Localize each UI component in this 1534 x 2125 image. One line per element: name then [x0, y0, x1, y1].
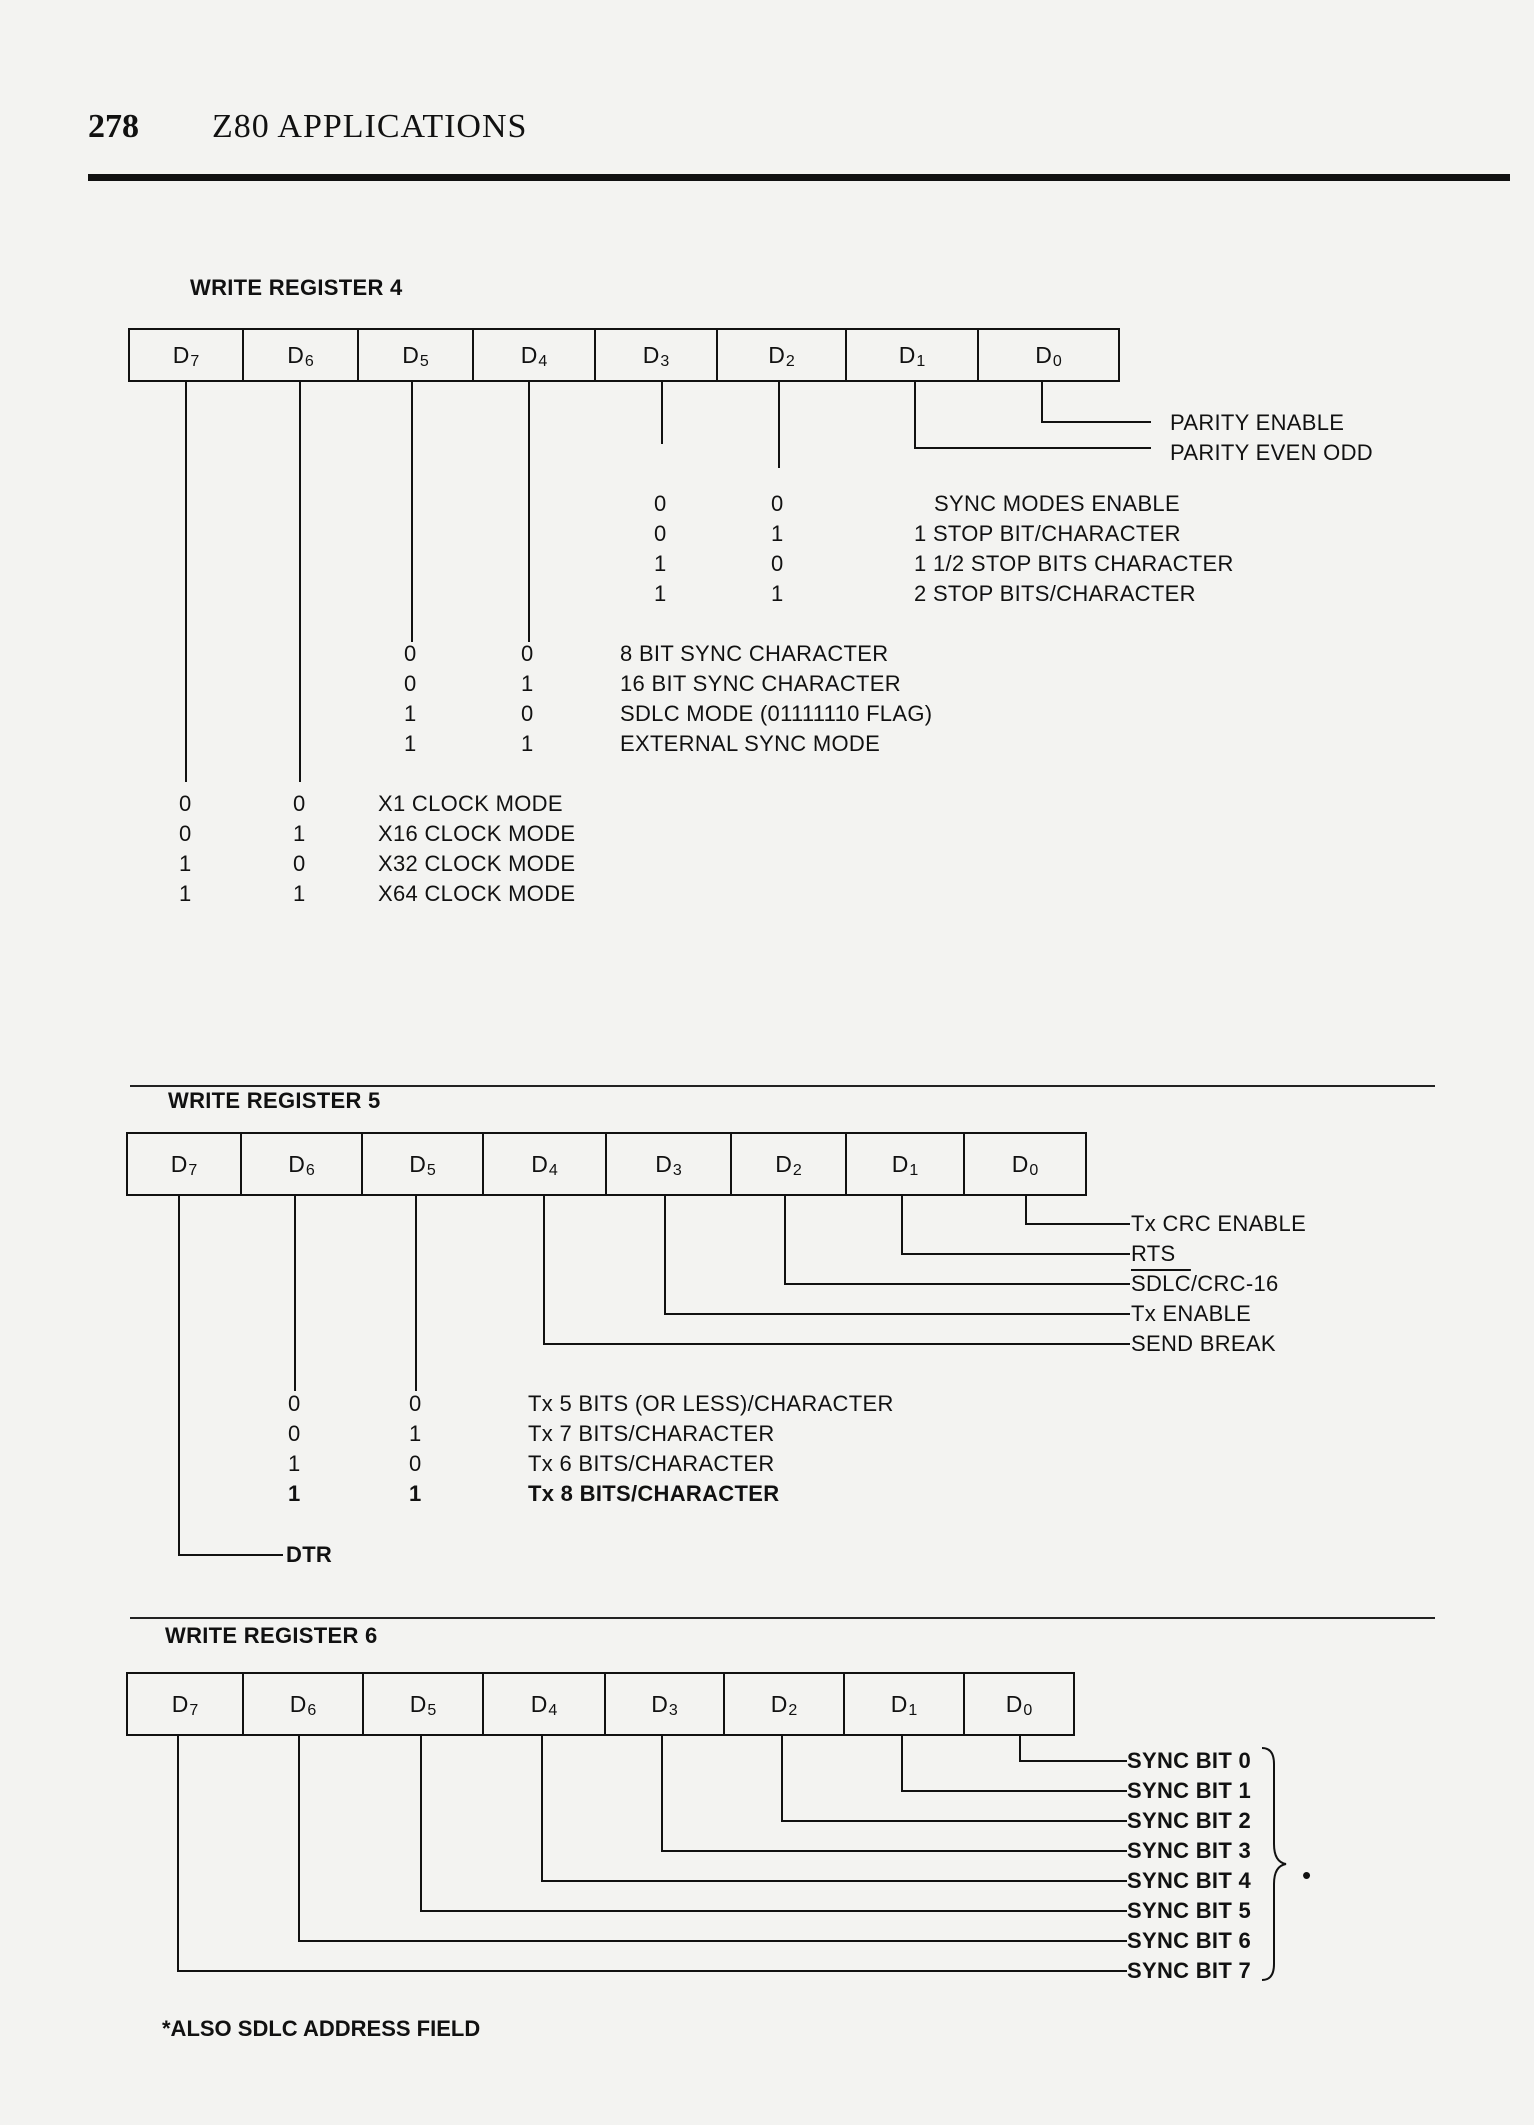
d6-value: 1 — [288, 1451, 301, 1476]
wr6-bit-d6 — [242, 1672, 364, 1736]
wr6-d3-line-h — [661, 1850, 1127, 1852]
wr6-bit-d0 — [963, 1672, 1075, 1736]
bit-letter: D — [531, 1150, 548, 1177]
wr6-d0-line-v — [1019, 1736, 1021, 1761]
d6-value: 0 — [293, 791, 306, 816]
wr6-rule — [130, 1617, 1435, 1619]
wr6-d1-line-h — [901, 1790, 1127, 1792]
wr4-bit-d7 — [128, 328, 244, 382]
d5-value: 0 — [409, 1391, 422, 1416]
bit-letter: D — [170, 1150, 188, 1177]
d6-value: 0 — [293, 851, 306, 876]
bit-index: 6 — [305, 1162, 315, 1179]
footnote: *ALSO SDLC ADDRESS FIELD — [162, 2016, 481, 2041]
bit-index: 3 — [668, 1702, 678, 1719]
wr5-d0-label: Tx CRC ENABLE — [1131, 1211, 1307, 1236]
wr6-sync-bit-7-label: SYNC BIT 7 — [1127, 1958, 1252, 1983]
wr5-d4-line-h — [543, 1343, 1130, 1345]
bit-index: 7 — [189, 1702, 199, 1719]
mode-label: SYNC MODES ENABLE — [934, 491, 1180, 516]
wr6-d1-line-v — [901, 1736, 903, 1791]
wr4-d0-label: PARITY ENABLE — [1170, 410, 1345, 435]
bit-letter: D — [655, 1150, 672, 1177]
d7-value: 0 — [179, 791, 192, 816]
wr5-bit-d3 — [605, 1132, 732, 1196]
bit-index: 7 — [188, 1162, 198, 1179]
d7-value: 1 — [179, 881, 192, 906]
d5-value: 0 — [404, 671, 417, 696]
header-rule — [88, 174, 1510, 181]
wr5-bit-d4 — [482, 1132, 607, 1196]
bit-index: 1 — [916, 353, 926, 370]
mode-label: Tx 5 BITS (OR LESS)/CHARACTER — [528, 1391, 894, 1416]
wr5-d1-line-h — [901, 1253, 1130, 1255]
bit-letter: D — [891, 1150, 909, 1177]
bit-letter: D — [171, 1690, 189, 1717]
wr6-bit-d4 — [482, 1672, 606, 1736]
bit-index: 0 — [1029, 1162, 1039, 1179]
bit-letter: D — [289, 1690, 307, 1717]
bit-index: 5 — [427, 1702, 437, 1719]
d7-value: 1 — [179, 851, 192, 876]
wr4-d1-line-v — [914, 382, 916, 448]
wr5-d2-label-overlined: SDLC — [1131, 1271, 1191, 1296]
bit-index: 6 — [304, 353, 314, 370]
page-title: Z80 APPLICATIONS — [212, 108, 528, 145]
bit-letter: D — [775, 1150, 792, 1177]
wr4-bit-d6 — [242, 328, 359, 382]
wr5-d7-line-h — [178, 1554, 283, 1556]
bit-letter: D — [768, 341, 785, 368]
wr6-sync-bit-0-label: SYNC BIT 0 — [1127, 1748, 1252, 1773]
d6-value: 0 — [288, 1391, 301, 1416]
wr4-d4-line — [528, 382, 530, 642]
d7-value: 0 — [179, 821, 192, 846]
wr5-d0-line-h — [1025, 1223, 1130, 1225]
d6-value: 1 — [293, 881, 306, 906]
mode-label: X64 CLOCK MODE — [378, 881, 576, 906]
d6-value: 1 — [288, 1481, 301, 1506]
wr4-d2-line — [778, 382, 780, 468]
wr6-bit-d3 — [604, 1672, 725, 1736]
d5-value: 1 — [409, 1481, 422, 1506]
d4-value: 1 — [521, 671, 534, 696]
wr5-d2-label — [1131, 1271, 1279, 1297]
wr6-d3-line-v — [661, 1736, 663, 1851]
mode-label: 1 1/2 STOP BITS CHARACTER — [914, 551, 1234, 576]
wr5-d3-label: Tx ENABLE — [1131, 1301, 1252, 1326]
bit-letter: D — [409, 1690, 427, 1717]
wr5-d2-label-rest: /CRC-16 — [1190, 1271, 1279, 1296]
bit-letter: D — [898, 341, 916, 368]
wr6-d2-line-h — [781, 1820, 1127, 1822]
bit-letter: D — [530, 1690, 548, 1717]
right-brace-icon — [1258, 1744, 1308, 1984]
wr6-d2-line-v — [781, 1736, 783, 1821]
bit-letter: D — [1011, 1150, 1029, 1177]
bit-index: 2 — [792, 1162, 802, 1179]
wr5-title: WRITE REGISTER 5 — [168, 1088, 381, 1113]
bit-letter: D — [409, 1150, 426, 1177]
d6-value: 0 — [288, 1421, 301, 1446]
mode-label: Tx 8 BITS/CHARACTER — [528, 1481, 780, 1506]
wr5-rule — [130, 1085, 1435, 1087]
mode-label: X16 CLOCK MODE — [378, 821, 576, 846]
wr6-d6-line-h — [298, 1940, 1127, 1942]
d2-value: 0 — [771, 491, 784, 516]
wr5-d4-label: SEND BREAK — [1131, 1331, 1276, 1356]
page-number: 278 — [88, 108, 139, 145]
brace-bullet: • — [1302, 1860, 1312, 1890]
wr6-sync-bit-4-label: SYNC BIT 4 — [1127, 1868, 1252, 1893]
bit-index: 6 — [307, 1702, 317, 1719]
d4-value: 0 — [521, 641, 534, 666]
wr4-d5-line — [411, 382, 413, 642]
bit-letter: D — [770, 1690, 788, 1717]
wr5-bit-d1 — [845, 1132, 965, 1196]
wr5-d2-line-v — [784, 1196, 786, 1284]
wr4-bit-d0 — [977, 328, 1120, 382]
d5-value: 0 — [404, 641, 417, 666]
mode-label: Tx 6 BITS/CHARACTER — [528, 1451, 775, 1476]
bit-index: 2 — [785, 353, 795, 370]
d5-value: 1 — [404, 731, 417, 756]
bit-index: 3 — [660, 353, 670, 370]
d3-value: 0 — [654, 491, 667, 516]
bit-letter: D — [1005, 1690, 1023, 1717]
d5-value: 0 — [409, 1451, 422, 1476]
bit-letter: D — [520, 341, 538, 368]
wr6-d4-line-h — [541, 1880, 1127, 1882]
bit-letter: D — [1035, 341, 1052, 368]
wr4-d3-line — [661, 382, 663, 444]
wr6-sync-bit-3-label: SYNC BIT 3 — [1127, 1838, 1252, 1863]
wr4-d1-line-h — [914, 447, 1151, 449]
wr6-d5-line-v — [420, 1736, 422, 1911]
wr5-d6-line — [294, 1196, 296, 1391]
bit-index: 7 — [190, 353, 200, 370]
wr6-d4-line-v — [541, 1736, 543, 1881]
wr6-bit-d7 — [126, 1672, 244, 1736]
d4-value: 1 — [521, 731, 534, 756]
wr5-d4-line-v — [543, 1196, 545, 1344]
wr6-title: WRITE REGISTER 6 — [165, 1623, 378, 1648]
bit-letter: D — [287, 341, 304, 368]
wr4-d0-line-h — [1041, 421, 1151, 423]
bit-index: 1 — [909, 1162, 919, 1179]
wr6-d7-line-v — [177, 1736, 179, 1971]
wr4-bit-d3 — [594, 328, 718, 382]
d5-value: 1 — [404, 701, 417, 726]
wr6-sync-bit-6-label: SYNC BIT 6 — [1127, 1928, 1252, 1953]
wr5-d7-line-v — [178, 1196, 180, 1555]
wr5-d7-label: DTR — [286, 1542, 333, 1567]
mode-label: 8 BIT SYNC CHARACTER — [620, 641, 889, 666]
bit-index: 2 — [788, 1702, 798, 1719]
wr6-d7-line-h — [177, 1970, 1127, 1972]
wr5-bit-d2 — [730, 1132, 847, 1196]
mode-label: Tx 7 BITS/CHARACTER — [528, 1421, 775, 1446]
wr4-d0-line-v — [1041, 382, 1043, 422]
d2-value: 1 — [771, 521, 784, 546]
wr4-d6-line — [299, 382, 301, 782]
mode-label: SDLC MODE (01111110 FLAG) — [620, 701, 933, 726]
bit-index: 4 — [548, 1162, 558, 1179]
bit-index: 3 — [672, 1162, 682, 1179]
d5-value: 1 — [409, 1421, 422, 1446]
wr5-d3-line-v — [664, 1196, 666, 1314]
wr4-bit-d4 — [472, 328, 596, 382]
bit-index: 0 — [1052, 353, 1062, 370]
wr6-sync-bit-2-label: SYNC BIT 2 — [1127, 1808, 1252, 1833]
wr5-d1-line-v — [901, 1196, 903, 1254]
bit-index: 4 — [538, 353, 548, 370]
bit-index: 1 — [908, 1702, 918, 1719]
mode-label: 1 STOP BIT/CHARACTER — [914, 521, 1181, 546]
bit-index: 5 — [426, 1162, 436, 1179]
wr4-bit-d2 — [716, 328, 847, 382]
wr5-bit-d6 — [240, 1132, 363, 1196]
wr6-bit-d2 — [723, 1672, 845, 1736]
bit-letter: D — [172, 341, 190, 368]
bit-letter: D — [651, 1690, 668, 1717]
d3-value: 0 — [654, 521, 667, 546]
wr5-d0-line-v — [1025, 1196, 1027, 1224]
mode-label: X1 CLOCK MODE — [378, 791, 563, 816]
wr4-d1-label: PARITY EVEN ODD — [1170, 440, 1373, 465]
mode-label: EXTERNAL SYNC MODE — [620, 731, 881, 756]
wr6-bit-d1 — [843, 1672, 965, 1736]
wr5-bit-d5 — [361, 1132, 484, 1196]
wr5-d5-line — [415, 1196, 417, 1391]
bit-index: 0 — [1023, 1702, 1033, 1719]
wr6-d5-line-h — [420, 1910, 1127, 1912]
bit-letter: D — [402, 341, 419, 368]
bit-index: 5 — [419, 353, 429, 370]
mode-label: 16 BIT SYNC CHARACTER — [620, 671, 901, 696]
d4-value: 0 — [521, 701, 534, 726]
wr6-sync-bit-1-label: SYNC BIT 1 — [1127, 1778, 1252, 1803]
wr5-d2-line-h — [784, 1283, 1130, 1285]
mode-label: 2 STOP BITS/CHARACTER — [914, 581, 1196, 606]
d2-value: 1 — [771, 581, 784, 606]
bit-letter: D — [890, 1690, 908, 1717]
d2-value: 0 — [771, 551, 784, 576]
bit-letter: D — [642, 341, 660, 368]
bit-index: 4 — [548, 1702, 558, 1719]
d3-value: 1 — [654, 581, 667, 606]
wr5-d3-line-h — [664, 1313, 1130, 1315]
wr6-d6-line-v — [298, 1736, 300, 1941]
wr5-d1-label: RTS — [1131, 1241, 1176, 1266]
d6-value: 1 — [293, 821, 306, 846]
wr4-d7-line — [185, 382, 187, 782]
wr5-bit-d7 — [126, 1132, 242, 1196]
wr5-bit-d0 — [963, 1132, 1087, 1196]
wr6-sync-bit-5-label: SYNC BIT 5 — [1127, 1898, 1252, 1923]
wr6-bit-d5 — [362, 1672, 484, 1736]
wr4-title: WRITE REGISTER 4 — [190, 275, 403, 300]
wr6-d0-line-h — [1019, 1760, 1127, 1762]
wr4-bit-d1 — [845, 328, 979, 382]
wr4-bit-d5 — [357, 328, 474, 382]
bit-letter: D — [288, 1150, 305, 1177]
mode-label: X32 CLOCK MODE — [378, 851, 576, 876]
d3-value: 1 — [654, 551, 667, 576]
